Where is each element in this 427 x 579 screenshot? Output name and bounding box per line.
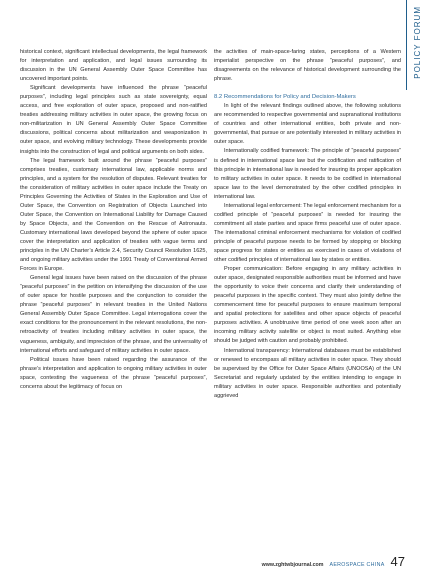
paragraph: historical context, significant intellectual developments, the legal framework for interpretation and application, and legal issues surrounding its discussion in the UN General Assembly Outer Space Committee has uncovered important points.: [20, 49, 207, 83]
journal-name: AEROSPACE CHINA: [329, 562, 385, 568]
page-number: 47: [390, 554, 405, 569]
right-column: [214, 48, 401, 401]
paragraph: Proper communication: Before engaging in any military activities in outer space, designated responsible authorities must be informed and have the opportunity to voice their concerns and clarify their understanding of peaceful purposes in the specific context. They must also jointly define the commencement time for peaceful purposes to ensure maximum temporal and spatial protections for satellites and other space objects of peaceful purposes activities. A unobtrusive time period of one week soon after an incoming military activity satellite or object is most suited. Anything else should be judged with caution and probably prohibited.: [214, 266, 401, 345]
journal-url[interactable]: www.zghtwbjournal.com: [261, 562, 324, 568]
section-tab: [407, 0, 427, 85]
paragraph: In light of the relevant findings outlined above, the following solutions are recommended to respective governmental and supranational institutions of countries and other international entities, both private and non-governmental, that pursue or are potentially interested in military activities in outer space.: [214, 103, 401, 146]
paragraph: Internationally codified framework: The principle of “peaceful purposes” is defined in international space law but the codification and ratification of this principle in international law is needed for insuring its proper application to military activities in outer space. It needs to be codified in international space law to the level demonstrated by the other codified principles in international law.: [214, 148, 401, 200]
left-column: [20, 48, 207, 392]
section-heading: 8.2 Recommendations for Policy and Decision-Makers: [214, 94, 356, 101]
page-footer: [262, 554, 405, 569]
paragraph: International transparency: International databases must be established or renewed to encompass all military activities in outer space. They should be supervised by the Office for Outer Space Affairs (UNOOSA) of the UN Secretariat and regularly updated by the entities intending to engage in military activities in outer space. Responsible authorities and potentially aggrieved: [214, 347, 401, 399]
paragraph: the activities of main-space-faring states, perceptions of a Western imperialist perspective on the phrase “peaceful purposes”, and disagreements on the relevance of historical development surrounding the phrase.: [214, 49, 401, 83]
paragraph: The legal framework built around the phrase “peaceful purposes” comprises treaties, customary international law, applicable norms and principles, and a system for the resolution of disputes. Relevant treaties for the consideration of military activities in outer space include the Treaty on Principles Governing the Activities of States in the Exploration and Use of Outer Space, the Convention on Registration of Objects Launched into Outer Space, the Convention on International Liability for Damage Caused by Space Objects, and the Convention on the Rescue of Astronauts. Customary international laws developed beyond the sphere of outer space cover the interpretation and application of treaties with vague terms and principles in the UN Charter’s Article 2.4, Security Council Resolution 1625, and ongoing military activities under the 1991 Treaty of Conventional Armed Forces in Europe.: [20, 157, 207, 273]
paragraph: International legal enforcement: The legal enforcement mechanism for a codified principle of “peaceful purposes” is needed for insuring the commitment all state parties and space firms peaceful use of outer space. The international criminal enforcement mechanisms for violation of codified principle of peaceful purpose needs to be formed by stopping or blocking space progress for states or entities as exercised in cases of violations of other codified principles of international law by states or entities.: [214, 202, 401, 264]
paragraph: General legal issues have been raised on the discussion of the phrase “peaceful purposes” in the petition on intensifying the discussion of the use of outer space for hostile purposes and the conjunction to consider the phrase “peaceful purposes” in relevant treaties in the United Nations General Assembly Outer Space Committee. Legal interrogations cover the exact conditions for the pronouncement in the relevant resolutions, the non-retroactivity of treaties including military activities in outer space, the vagueness, ambiguity, and imprecision of the phrase, and the universality of international efforts and safeguard of military activities in outer space.: [20, 275, 207, 354]
paragraph: Political issues have been raised regarding the assurance of the phrase’s interpretation and application to ongoing military activities in outer space, contesting the vagueness of the phrase “peaceful purposes”, concerns about the legitimacy of focus on: [20, 356, 207, 390]
paragraph: Significant developments have influenced the phrase “peaceful purposes”, including legal principles such as state sovereignty, equal access, and free exploration of outer space, proposed and non-ratified treaties addressing military activities in outer space, the growing focus on non-militarization in UN General Assembly Outer Space Committee discussions, political concerns about militarization and weaponization in outer space, and evolving military technology. These developments provide insights into the construction of legal and political arguments on both sides.: [20, 85, 207, 155]
section-spacer: [214, 84, 401, 93]
section-tab-label: POLICY FORUM: [412, 6, 422, 79]
